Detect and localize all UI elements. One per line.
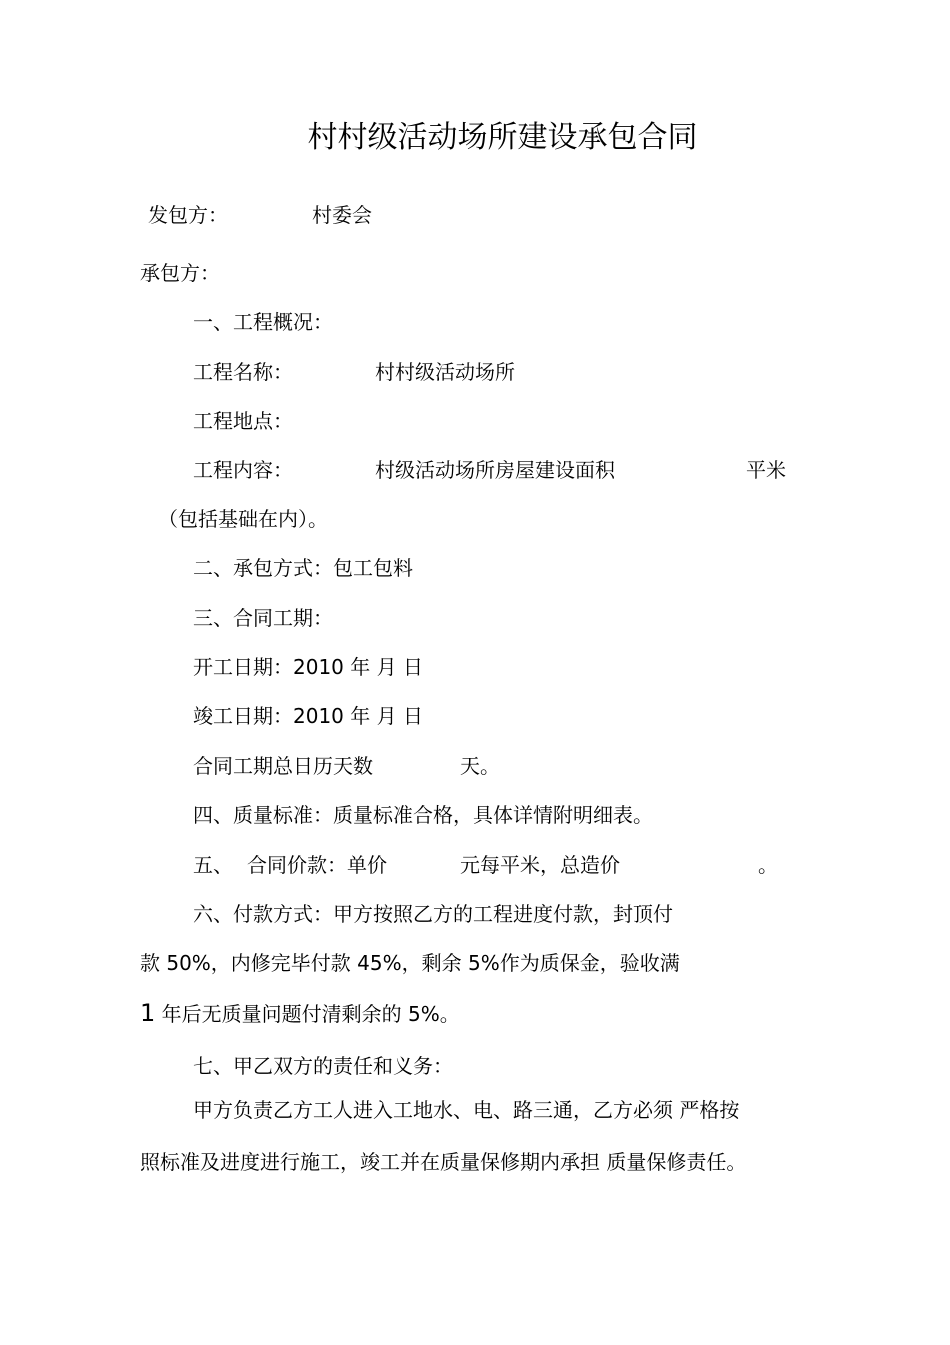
section2-text: 二、承包方式：包工包料 [193,556,413,580]
section7-line1: 甲方负责乙方工人进入工地水、电、路三通，乙方必须 严格按 [193,1098,740,1122]
party-b-label: 承包方： [140,261,220,285]
section6-line3-number: 1 [140,999,156,1027]
section7-line2: 照标准及进度进行施工，竣工并在质量保修期内承担 质量保修责任。 [140,1150,747,1174]
section5-prefix: 五、 [193,853,233,877]
section5-label: 合同价款：单价 [247,853,387,877]
section6-line3-text: 年后无质量问题付清剩余的 5%。 [155,1002,460,1026]
project-location-label: 工程地点： [193,409,293,433]
project-content-note: （包括基础在内）。 [158,507,328,531]
section6-line2: 款 50%，内修完毕付款 45%，剩余 5%作为质保金，验收满 [140,951,680,975]
section5-end: 。 [758,853,778,877]
section3-heading: 三、合同工期： [193,606,333,630]
page-title: 村村级活动场所建设承包合同 [307,120,698,155]
start-date: 开工日期：2010 年 月 日 [193,655,423,679]
project-content-unit: 平米 [746,458,786,482]
section1-heading: 一、工程概况： [193,310,333,334]
party-a-value: 村委会 [312,203,372,227]
section6-line1: 六、付款方式：甲方按照乙方的工程进度付款，封顶付 [193,902,673,926]
section4-text: 四、质量标准：质量标准合格，具体详情附明细表。 [193,803,653,827]
project-content-label: 工程内容： [193,458,293,482]
party-a-label: 发包方： [148,203,228,227]
end-date: 竣工日期：2010 年 月 日 [193,704,423,728]
total-days-unit: 天。 [460,754,500,778]
section5-mid: 元每平米，总造价 [460,853,620,877]
section6-line3 [140,1000,460,1027]
section7-heading: 七、甲乙双方的责任和义务： [193,1054,453,1078]
total-days-label: 合同工期总日历天数 [193,754,373,778]
project-name-label: 工程名称： [193,360,293,384]
project-content-value: 村级活动场所房屋建设面积 [375,458,615,482]
project-name-value: 村村级活动场所 [375,360,515,384]
